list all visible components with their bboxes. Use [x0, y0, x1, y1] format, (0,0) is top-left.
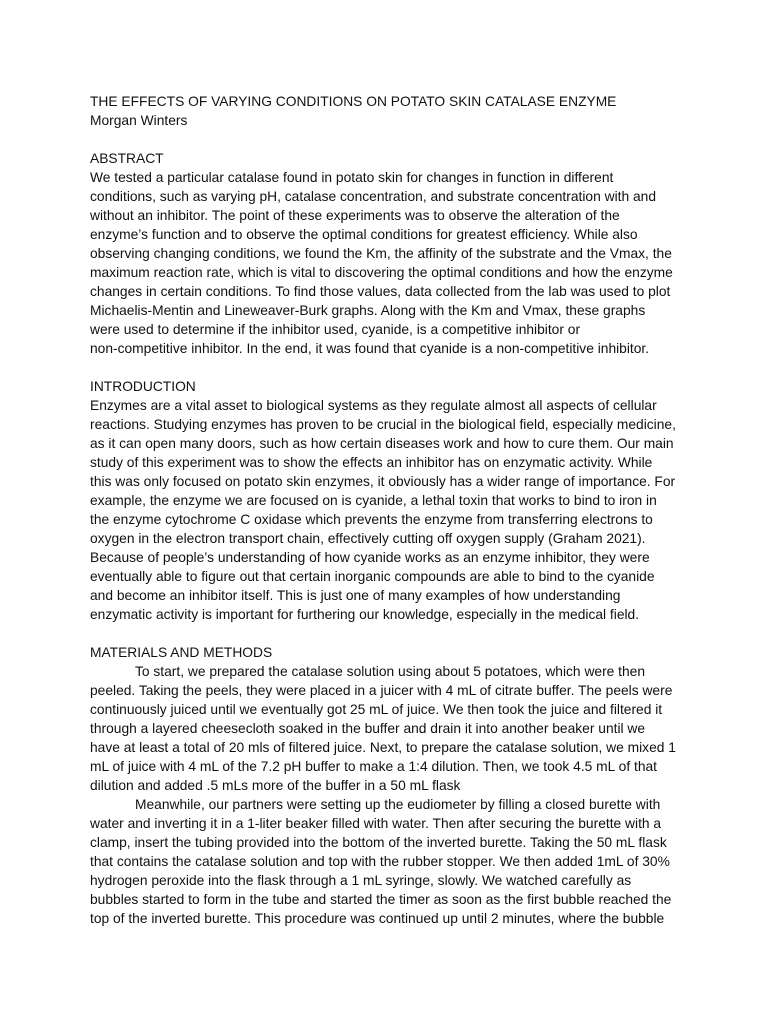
abstract-body — [90, 168, 678, 358]
introduction-body — [90, 396, 678, 624]
paragraph-line: were used to determine if the inhibitor used, cyanide, is a competitive inhibitor or — [90, 322, 581, 337]
paper-title: THE EFFECTS OF VARYING CONDITIONS ON POTATO SKIN CATALASE ENZYME — [90, 94, 617, 109]
paragraph-line: Meanwhile, our partners were setting up the eudiometer by filling a closed burette with — [135, 797, 661, 812]
paragraph-line: conditions, such as varying pH, catalase concentration, and substrate concentration with and — [90, 189, 657, 204]
paragraph-line: Enzymes are a vital asset to biological systems as they regulate almost all aspects of cellular — [90, 398, 657, 413]
paragraph-line: oxygen in the electron transport chain, effectively cutting off oxygen supply (Graham 2021). — [90, 531, 646, 546]
paragraph-line: study of this experiment was to show the effects an inhibitor has on enzymatic activity. While — [90, 455, 653, 470]
spacer — [90, 130, 678, 149]
paragraph-line: maximum reaction rate, which is vital to discovering the optimal conditions and how the enzyme — [90, 265, 673, 280]
paragraph-line: bubbles started to form in the tube and started the timer as soon as the first bubble reached the — [90, 892, 672, 907]
paragraph-line: mL of juice with 4 mL of the 7.2 pH buffer to make a 1:4 dilution. Then, we took 4.5 mL of that — [90, 759, 658, 774]
paragraph-line: peeled. Taking the peels, they were placed in a juicer with 4 mL of citrate buffer. The peels were — [90, 683, 673, 698]
section-heading: INTRODUCTION — [90, 379, 196, 394]
paragraph-line: as it can open many doors, such as how certain diseases work and how to cure them. Our main — [90, 436, 674, 451]
paragraph-line: example, the enzyme we are focused on is cyanide, a lethal toxin that works to bind to iron in — [90, 493, 657, 508]
paragraph-line: enzyme’s function and to observe the optimal conditions for greatest efficiency. While also — [90, 227, 638, 242]
paragraph-line: changes in certain conditions. To find those values, data collected from the lab was used to plot — [90, 284, 671, 299]
section-heading: ABSTRACT — [90, 151, 164, 166]
paragraph-line: To start, we prepared the catalase solution using about 5 potatoes, which were then — [135, 664, 646, 679]
paragraph-line: hydrogen peroxide into the flask through a 1 mL syringe, slowly. We watched carefully as — [90, 873, 632, 888]
author-name: Morgan Winters — [90, 113, 188, 128]
introduction-section — [90, 377, 678, 624]
paragraph-line: through a layered cheesecloth soaked in the buffer and drain it into another beaker until we — [90, 721, 646, 736]
paragraph-line: water and inverting it in a 1-liter beaker filled with water. Then after securing the burette with a — [90, 816, 662, 831]
paragraph-line: without an inhibitor. The point of these experiments was to observe the alteration of the — [90, 208, 620, 223]
paragraph-line: We tested a particular catalase found in potato skin for changes in function in different — [90, 170, 614, 185]
materials-methods-section — [90, 643, 678, 928]
spacer — [90, 358, 678, 377]
abstract-section — [90, 149, 678, 358]
paragraph-line: have at least a total of 20 mls of filtered juice. Next, to prepare the catalase solution, we mixed 1 — [90, 740, 676, 755]
paragraph-line: observing changing conditions, we found the Km, the affinity of the substrate and the Vmax, the — [90, 246, 672, 261]
paragraph-line: and become an inhibitor itself. This is just one of many examples of how understanding — [90, 588, 621, 603]
paragraph-line: dilution and added .5 mLs more of the buffer in a 50 mL flask — [90, 778, 461, 793]
paragraph-line: Because of people’s understanding of how cyanide works as an enzyme inhibitor, they were — [90, 550, 650, 565]
paragraph-line: Michaelis-Mentin and Lineweaver-Burk graphs. Along with the Km and Vmax, these graphs — [90, 303, 646, 318]
paragraph-line: enzymatic activity is important for furthering our knowledge, especially in the medical field. — [90, 607, 640, 622]
materials-methods-body — [90, 662, 678, 928]
paragraph-line: reactions. Studying enzymes has proven to be crucial in the biological field, especially medicine, — [90, 417, 676, 432]
document-page — [90, 92, 678, 928]
paragraph-line: eventually able to figure out that certain inorganic compounds are able to bind to the cyanide — [90, 569, 655, 584]
paragraph-line: this was only focused on potato skin enzymes, it obviously has a wider range of importance. For — [90, 474, 676, 489]
paragraph-line: the enzyme cytochrome C oxidase which prevents the enzyme from transferring electrons to — [90, 512, 653, 527]
paragraph-line: non-competitive inhibitor. In the end, it was found that cyanide is a non-competitive inhibitor. — [90, 341, 650, 356]
paragraph-line: that contains the catalase solution and top with the rubber stopper. We then added 1mL of 30% — [90, 854, 670, 869]
spacer — [90, 624, 678, 643]
paragraph-line: continuously juiced until we eventually got 25 mL of juice. We then took the juice and filtered it — [90, 702, 663, 717]
paragraph-line: top of the inverted burette. This procedure was continued up until 2 minutes, where the bubble — [90, 911, 665, 926]
paragraph-line: clamp, insert the tubing provided into the bottom of the inverted burette. Taking the 50 mL flask — [90, 835, 667, 850]
section-heading: MATERIALS AND METHODS — [90, 645, 273, 660]
